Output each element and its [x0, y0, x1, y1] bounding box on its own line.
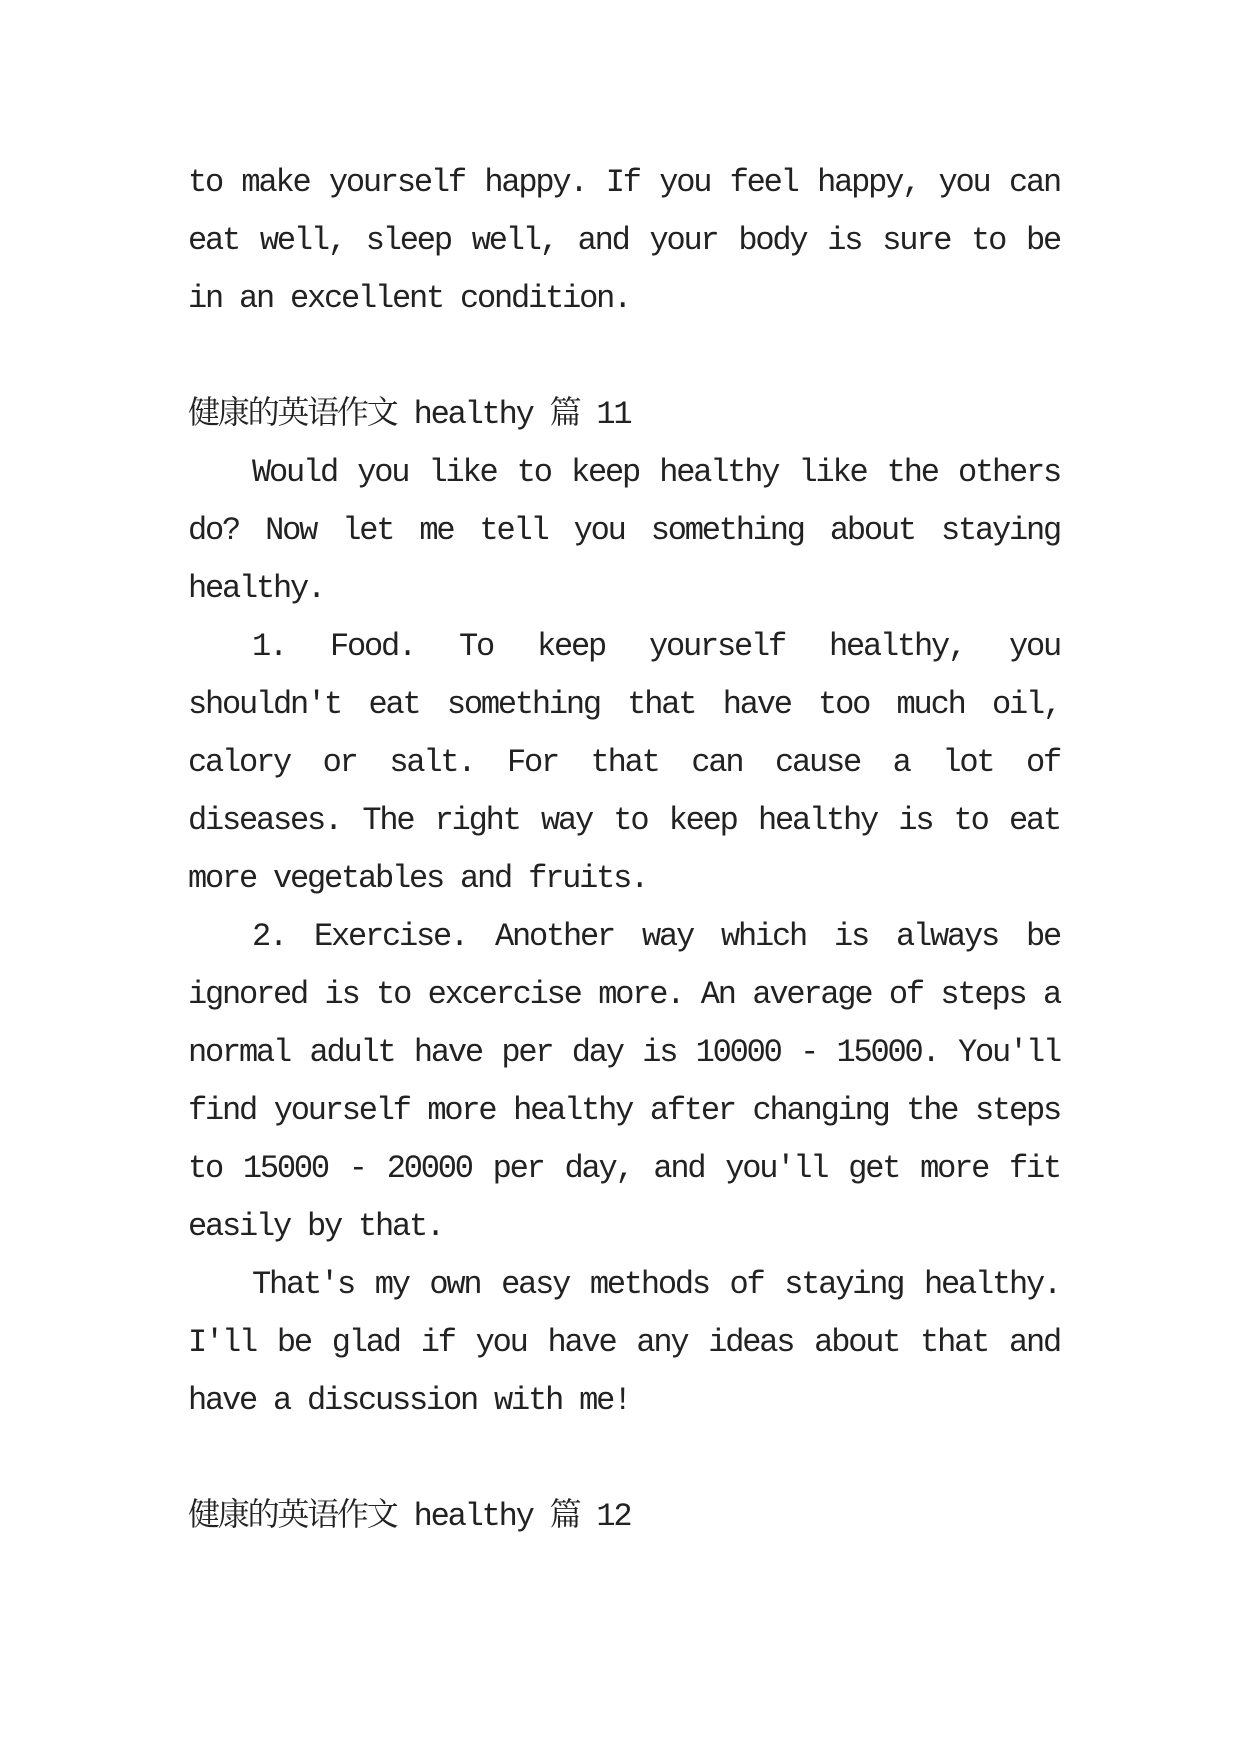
paragraph-continued: to make yourself happy. If you feel happy, you can eat well, sleep well, and your body is sure to be in an excellent condition. [188, 164, 1060, 317]
essay-text-block [188, 154, 1060, 1546]
paragraph-point-1-food: 1. Food. To keep yourself healthy, you shouldn't eat something that have too much oil, calory or salt. For that can cause a lot of diseases. The right way to keep healthy is to eat more vegetables and fruits. [188, 628, 1060, 897]
heading-essay-12: 健康的英语作文 healthy 篇 12 [188, 1498, 631, 1535]
paragraph-intro: Would you like to keep healthy like the others do? Now let me tell you something about staying healthy. [188, 454, 1060, 607]
paragraph-point-2-exercise: 2. Exercise. Another way which is always be ignored is to excercise more. An average of steps a normal adult have per day is 10000 - 15000. You'll find yourself more healthy after changing the steps to 15000 - 20000 per day, and you'll get more fit easily by that. [188, 918, 1060, 1245]
heading-essay-11: 健康的英语作文 healthy 篇 11 [188, 396, 631, 433]
paragraph-conclusion: That's my own easy methods of staying healthy. I'll be glad if you have any ideas about that and have a discussion with me! [188, 1266, 1060, 1419]
